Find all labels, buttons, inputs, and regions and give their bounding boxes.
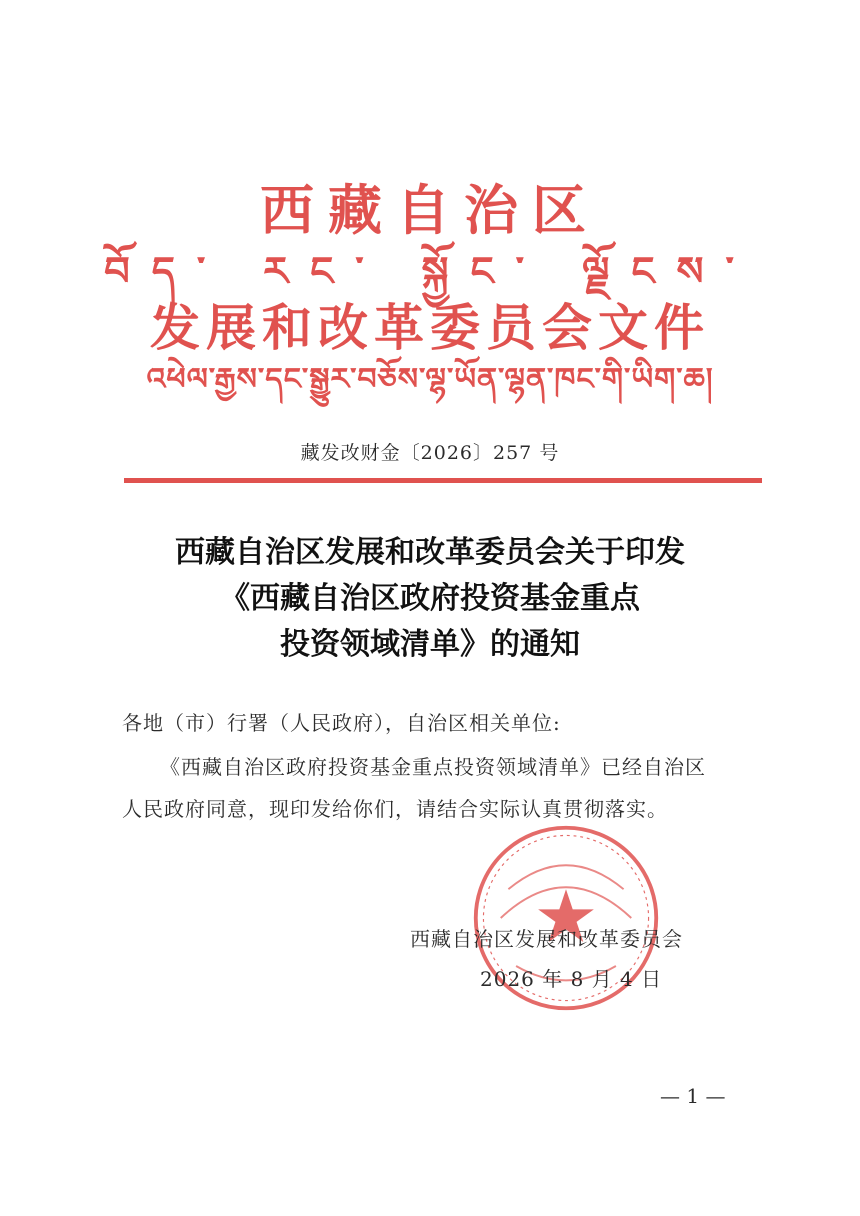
body-paragraph-line-2: 人民政府同意，现印发给你们，请结合实际认真贯彻落实。: [122, 797, 668, 821]
title-line-3: 投资领域清单》的通知: [280, 627, 580, 662]
document-number: 藏发改财金〔2026〕257 号: [300, 442, 560, 464]
title-line-1: 西藏自治区发展和改革委员会关于印发: [175, 535, 685, 570]
header-org-cn: 西藏自治区: [260, 178, 600, 242]
title-line-2: 《西藏自治区政府投资基金重点: [220, 581, 640, 616]
header-doc-type-tibetan: འཕེལ་རྒྱས་དང་སྒྱུར་བཅོས་ལྷ་ཡོན་ལྷན་ཁང་གི་ཡིག་ཆ།: [146, 362, 714, 397]
signature-date: 2026 年 8 月 4 日: [480, 967, 663, 991]
page-number: — 1 —: [660, 1084, 726, 1108]
addressee: 各地（市）行署（人民政府），自治区相关单位:: [122, 711, 561, 735]
signer-organization: 西藏自治区发展和改革委员会: [410, 927, 683, 951]
header-doc-type-cn: 发展和改革委员会文件: [150, 298, 710, 357]
document-title: [0, 530, 860, 668]
body-paragraph-line-1: 《西藏自治区政府投资基金重点投资领域清单》已经自治区: [160, 755, 706, 779]
red-divider-line: [124, 478, 762, 483]
header-org-tibetan: བོད་ རང་ སྐྱོང་ ལྗོངས་: [104, 248, 756, 295]
